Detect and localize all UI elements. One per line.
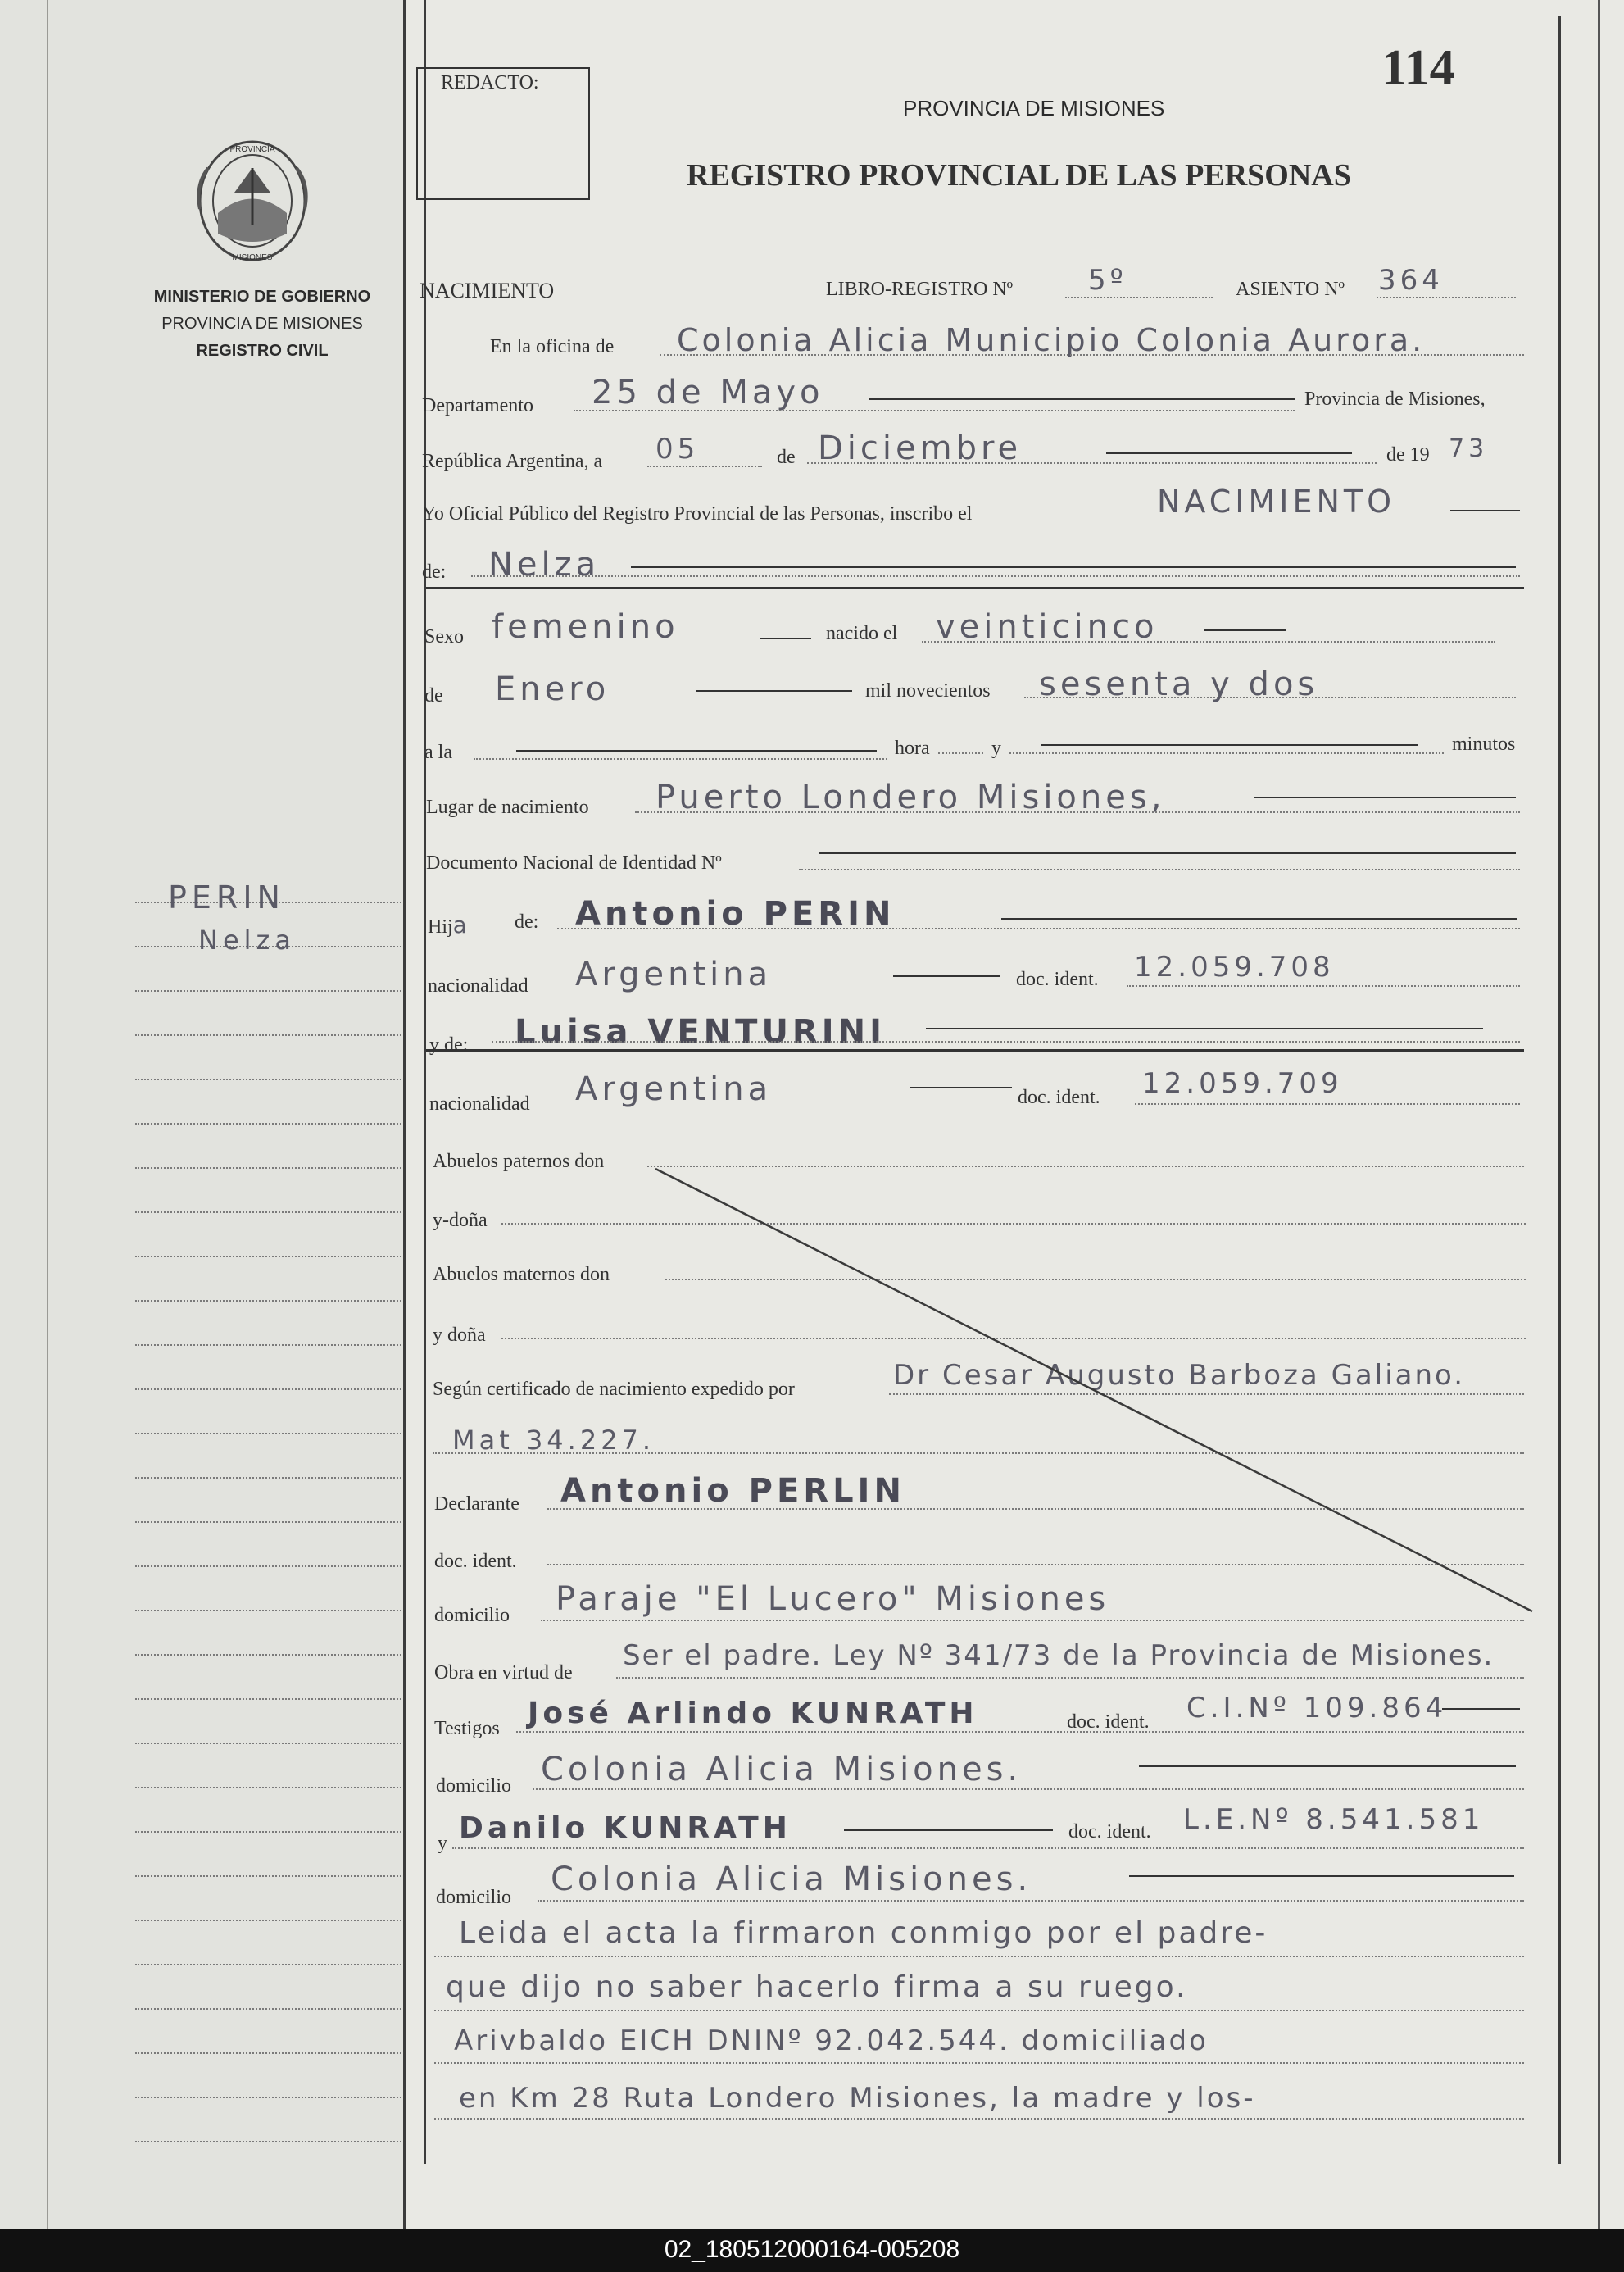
lugar-line <box>635 811 1520 813</box>
asiento-label: ASIENTO Nº <box>1236 279 1345 300</box>
testigo-2-dom-label: domicilio <box>436 1887 511 1908</box>
a-la-label: a la <box>424 742 452 763</box>
y-dona-1-label: y-doña <box>433 1210 488 1231</box>
y-label: y <box>991 738 1001 759</box>
sidebar-rule <box>135 1875 401 1877</box>
nacido-label: nacido el <box>826 623 898 644</box>
nombre-underline <box>631 566 1516 568</box>
padre-value: Antonio PERIN <box>575 895 896 933</box>
testigo-2-doc-value: L.E.Nº 8.541.581 <box>1183 1803 1485 1836</box>
testigos-label: Testigos <box>434 1718 500 1739</box>
doc-ident-2-label: doc. ident. <box>434 1551 517 1572</box>
acto-dash <box>1450 510 1520 511</box>
madre-doc-value: 12.059.709 <box>1142 1067 1343 1100</box>
dni-label: Documento Nacional de Identidad Nº <box>426 852 722 874</box>
nota-line-1: Leida el acta la firmaron conmigo por el padre- <box>459 1916 1268 1950</box>
dia-line <box>922 641 1495 643</box>
testigo-2-value: Danilo KUNRATH <box>459 1811 792 1845</box>
sidebar-rule <box>135 1300 401 1302</box>
madre-doc-label: doc. ident. <box>1018 1087 1100 1108</box>
dia-dash <box>1204 629 1286 631</box>
hora-label: hora <box>895 738 930 759</box>
obra-value: Ser el padre. Ley Nº 341/73 de la Provincia de Misiones. <box>623 1639 1495 1672</box>
testigo-1-dom-label: domicilio <box>436 1775 511 1797</box>
record-type-label: NACIMIENTO <box>420 279 555 302</box>
nota-rule-1 <box>434 1956 1524 1957</box>
anio-nac-value: sesenta y dos <box>1039 666 1319 703</box>
sidebar-rule <box>135 2141 401 2142</box>
sidebar-rule <box>135 1477 401 1479</box>
registry-title: REGISTRO PROVINCIAL DE LAS PERSONAS <box>687 158 1351 193</box>
padre-nac-label: nacionalidad <box>428 975 528 997</box>
oficial-label: Yo Oficial Público del Registro Provincial de las Personas, inscribo el <box>422 503 973 525</box>
sidebar-rule <box>135 1964 401 1965</box>
sidebar-surname: PERIN <box>168 879 285 916</box>
sidebar-rule <box>135 2097 401 2098</box>
nota-line-3: Arivbaldo EICH DNINº 92.042.544. domiciliado <box>454 2024 1209 2057</box>
year-value: 73 <box>1449 434 1489 463</box>
ministry-line-2: PROVINCIA DE MISIONES <box>161 315 363 333</box>
lugar-value: Puerto Londero Misiones, <box>655 779 1166 816</box>
lugar-label: Lugar de nacimiento <box>426 797 589 818</box>
declarante-dom-value: Paraje "El Lucero" Misiones <box>556 1580 1110 1618</box>
padre-doc-line <box>1127 985 1520 987</box>
testigo-1-line <box>516 1731 1524 1733</box>
padre-dash <box>1001 918 1517 920</box>
madre-nac-label: nacionalidad <box>429 1093 530 1115</box>
left-margin-rule <box>47 0 48 2229</box>
certificado-value: Dr Cesar Augusto Barboza Galiano. <box>893 1359 1466 1392</box>
libro-label: LIBRO-REGISTRO Nº <box>826 279 1014 300</box>
hija-label-text: Hij <box>428 916 453 938</box>
sexo-value: femenino <box>492 608 679 646</box>
madre-dash <box>926 1028 1483 1029</box>
madre-nac-value: Argentina <box>575 1070 773 1108</box>
obra-label: Obra en virtud de <box>434 1662 573 1684</box>
obra-line <box>616 1677 1524 1679</box>
hija-suffix: a <box>452 911 467 938</box>
page-right-edge <box>1598 0 1600 2229</box>
ministry-line-1: MINISTERIO DE GOBIERNO <box>153 288 371 306</box>
libro-value: 5º <box>1088 264 1127 297</box>
republica-label: República Argentina, a <box>422 451 603 472</box>
padre-doc-label: doc. ident. <box>1016 969 1099 990</box>
sidebar-rule <box>135 2008 401 2010</box>
month-line <box>807 462 1377 464</box>
month-value: Diciembre <box>818 429 1023 467</box>
nombre-label: de: <box>422 561 447 583</box>
nombre-value: Nelza <box>488 546 601 584</box>
padre-nac-value: Argentina <box>575 956 773 993</box>
dni-line <box>799 869 1520 870</box>
provincia-label: Provincia de Misiones, <box>1304 389 1486 410</box>
testigo-1-dom-line <box>533 1788 1524 1790</box>
testigo-1-dom-value: Colonia Alicia Misiones. <box>541 1751 1023 1788</box>
testigo-1-doc-value: C.I.Nº 109.864 <box>1186 1692 1448 1724</box>
minutos-label: minutos <box>1452 734 1516 755</box>
de-padre-label: de: <box>515 911 539 933</box>
testigo-1-dom-dash <box>1139 1765 1516 1767</box>
seal-bottom-text: MISIONES <box>232 253 273 262</box>
sidebar-rule <box>135 2052 401 2054</box>
month-dash <box>1106 452 1352 454</box>
sidebar-rule <box>135 1565 401 1567</box>
testigo-2-doc-label: doc. ident. <box>1068 1821 1151 1843</box>
testigo-2-line <box>452 1847 1524 1849</box>
minutos-dash <box>1041 744 1418 746</box>
testigo-2-dom-dash <box>1129 1875 1514 1877</box>
minutos-line <box>1009 752 1444 754</box>
footer-code: 02_180512000164-005208 <box>664 2236 960 2263</box>
page-number: 114 <box>1381 40 1455 96</box>
anio-nac-line <box>1024 697 1516 698</box>
certificado-label: Según certificado de nacimiento expedido por <box>433 1379 795 1400</box>
year-label: de 19 <box>1386 444 1430 466</box>
sidebar-rule <box>135 1743 401 1744</box>
hora-mid-line <box>938 752 983 754</box>
nota-line-4: en Km 28 Ruta Londero Misiones, la madre y los- <box>459 2082 1256 2115</box>
nota-rule-3 <box>434 2062 1524 2064</box>
ministry-line-3: REGISTRO CIVIL <box>196 342 329 360</box>
nota-rule-2 <box>434 2010 1524 2011</box>
departamento-dash <box>869 398 1295 400</box>
hora-dash <box>516 750 877 752</box>
ministry-block <box>115 284 410 365</box>
testigo-2-dom-line <box>538 1900 1524 1902</box>
testigo-2-dom-value: Colonia Alicia Misiones. <box>551 1861 1032 1898</box>
abuelos-mat-label: Abuelos maternos don <box>433 1264 610 1285</box>
sidebar-rule <box>135 1167 401 1169</box>
sidebar-rule <box>135 1831 401 1833</box>
de-label: de <box>777 447 796 468</box>
madre-line <box>492 1041 1520 1043</box>
oficina-value: Colonia Alicia Municipio Colonia Aurora. <box>677 322 1426 358</box>
province-title: PROVINCIA DE MISIONES <box>903 96 1165 120</box>
madre-value: Luisa VENTURINI <box>515 1013 886 1051</box>
day-line <box>647 466 762 467</box>
sidebar-rule <box>135 1034 401 1036</box>
abuelos-pat-label: Abuelos paternos don <box>433 1151 605 1172</box>
nota-rule-4 <box>434 2118 1524 2120</box>
oficina-line <box>660 354 1524 356</box>
testigo-1-doc-label: doc. ident. <box>1067 1711 1150 1733</box>
matricula-value: Mat 34.227. <box>452 1425 655 1456</box>
sidebar-rule <box>135 1388 401 1390</box>
hija-label <box>428 911 467 938</box>
sidebar-rule <box>135 1256 401 1257</box>
sidebar-rule <box>135 1787 401 1788</box>
y-testigo-2-label: y <box>438 1833 447 1854</box>
sidebar-given-name: Nelza <box>198 925 296 956</box>
asiento-line <box>1377 297 1516 298</box>
oficina-label: En la oficina de <box>490 336 615 357</box>
sidebar-rule <box>135 1211 401 1213</box>
asiento-value: 364 <box>1378 264 1444 297</box>
nota-line-2: que dijo no saber hacerlo firma a su ruego. <box>446 1970 1188 2004</box>
sidebar-rule <box>135 1610 401 1611</box>
misiones-seal-icon <box>193 135 312 270</box>
dni-dash <box>819 852 1516 854</box>
nombre-line <box>471 575 1520 577</box>
departamento-label: Departamento <box>422 395 533 416</box>
madre-doc-line <box>1135 1103 1520 1105</box>
mes-nac-value: Enero <box>495 670 610 708</box>
day-value: 05 <box>655 433 700 466</box>
testigo-1-value: José Arlindo KUNRATH <box>528 1697 978 1730</box>
declarante-label: Declarante <box>434 1493 519 1515</box>
sidebar-rule <box>135 1521 401 1523</box>
sidebar-rule <box>135 990 401 992</box>
padre-line <box>557 928 1520 929</box>
padre-doc-value: 12.059.708 <box>1134 951 1335 984</box>
main-inner-border <box>424 0 426 2164</box>
declarante-dom-label: domicilio <box>434 1605 510 1626</box>
y-de-label: y de: <box>429 1034 469 1056</box>
testigo-1-doc-dash <box>1442 1708 1520 1710</box>
mes-nac-dash <box>696 690 852 692</box>
diagonal-strike-line <box>647 1162 1549 1621</box>
madre-nac-dash <box>910 1087 1012 1088</box>
departamento-value: 25 de Mayo <box>592 374 824 411</box>
hora-dotline <box>474 758 887 760</box>
sidebar-rule <box>135 1433 401 1434</box>
padre-nac-dash <box>893 975 1000 977</box>
libro-line <box>1065 297 1213 298</box>
sidebar-rule <box>135 1079 401 1080</box>
nombre-rule <box>426 587 1524 589</box>
departamento-line <box>574 410 1295 411</box>
de-mes-label: de <box>424 685 443 707</box>
sidebar-rule <box>135 1920 401 1921</box>
lugar-dash <box>1254 797 1516 798</box>
dia-letras-value: veinticinco <box>936 608 1159 646</box>
main-right-border <box>1558 16 1561 2164</box>
acto-value: NACIMIENTO <box>1157 484 1396 520</box>
sidebar-rule <box>135 1654 401 1656</box>
y-dona-2-label: y doña <box>433 1325 486 1346</box>
mil-label: mil novecientos <box>865 680 991 702</box>
seal-top-text: PROVINCIA <box>229 145 275 154</box>
declarante-value: Antonio PERLIN <box>560 1472 905 1510</box>
sexo-label: Sexo <box>424 626 464 648</box>
madre-rule <box>426 1049 1524 1052</box>
sexo-dash <box>760 638 811 639</box>
testigo-2-dash <box>844 1829 1053 1831</box>
sidebar-rule <box>135 1344 401 1346</box>
redacto-label: REDACTO: <box>441 72 539 93</box>
sidebar-rule <box>135 1698 401 1700</box>
sidebar-rule <box>135 1123 401 1125</box>
